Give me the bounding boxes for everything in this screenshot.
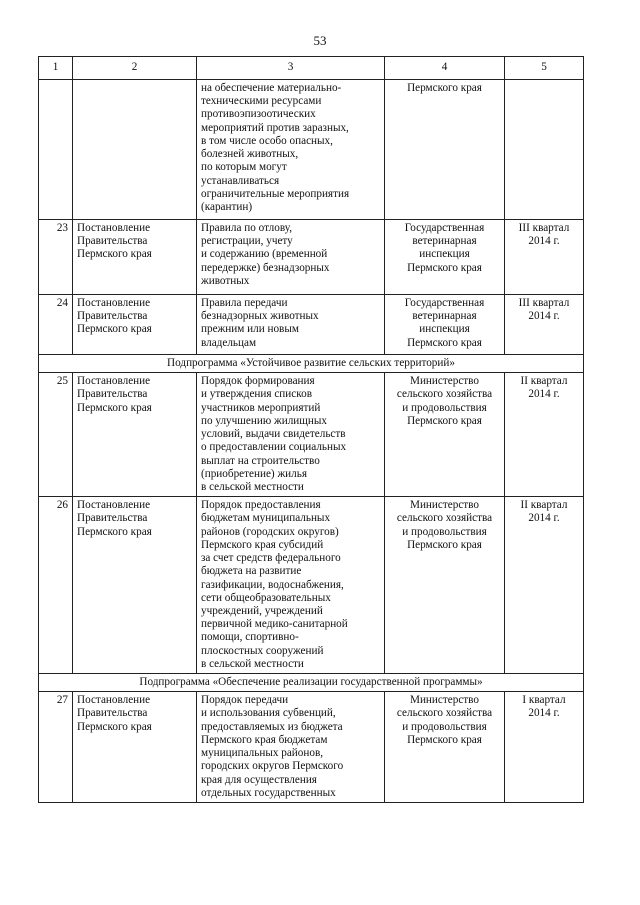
description-line: болезней животных, (201, 148, 299, 161)
deadline-line: 2014 г. (528, 388, 560, 401)
deadline-line: III квартал (518, 222, 570, 234)
executor-cell (385, 497, 505, 674)
executor-line: инспекция (419, 248, 470, 261)
table-row (39, 692, 584, 803)
description-cell (197, 692, 385, 803)
table-row (39, 373, 584, 497)
description-cell (197, 497, 385, 674)
column-header-2: 2 (73, 57, 197, 80)
deadline-cell (505, 80, 584, 220)
table-row (39, 295, 584, 355)
executor-line: Пермского края (407, 261, 482, 274)
description-cell (197, 80, 385, 220)
description-line: (приобретение) жилья (201, 467, 308, 480)
executor-cell (385, 80, 505, 220)
description-line: городских округов Пермского (201, 760, 344, 773)
executor-line: Пермского края (407, 414, 482, 427)
act-cell (73, 220, 197, 295)
measures-table (38, 56, 584, 803)
executor-line: сельского хозяйства (396, 388, 493, 401)
act-line: Правительства (77, 310, 148, 323)
act-cell (73, 692, 197, 803)
description-line: устанавливаться (201, 174, 280, 187)
description-line: предоставляемых из бюджета (201, 720, 343, 733)
column-number-row (39, 57, 584, 80)
description-line: в сельской местности (201, 657, 304, 670)
deadline-line: 2014 г. (528, 512, 560, 525)
act-line: Правительства (77, 707, 148, 720)
table-row (39, 497, 584, 674)
description-cell (197, 295, 385, 355)
deadline-line: 2014 г. (528, 310, 560, 323)
executor-line: Пермского края (407, 82, 482, 94)
act-line: Пермского края (77, 248, 152, 261)
act-line: Пермского края (77, 323, 152, 336)
description-line: на обеспечение материально- (201, 82, 342, 94)
description-line: Пермского края бюджетам (201, 733, 328, 746)
description-line: по которым могут (201, 161, 287, 174)
executor-line: сельского хозяйства (396, 707, 493, 720)
description-line: газификации, водоснабжения, (201, 578, 344, 591)
deadline-line: 2014 г. (528, 707, 560, 720)
act-cell (73, 295, 197, 355)
description-line: плоскостных сооружений (201, 644, 324, 657)
description-line: края для осуществления (201, 773, 317, 786)
executor-line: Министерство (410, 499, 479, 512)
act-line: Постановление (77, 297, 151, 309)
act-line: Пермского края (77, 720, 152, 733)
page-number: 53 (313, 33, 327, 48)
executor-line: сельского хозяйства (396, 512, 493, 525)
num-cell: 27 (39, 692, 73, 803)
description-line: и утверждения списков (201, 388, 312, 401)
executor-line: Министерство (410, 694, 479, 707)
continuation-row (39, 80, 584, 220)
description-line: о предоставлении социальных (201, 441, 347, 454)
deadline-line: 2014 г. (528, 235, 560, 248)
column-header-4: 4 (385, 57, 505, 80)
description-line: владельцам (201, 336, 257, 349)
executor-line: ветеринарная (412, 235, 477, 248)
description-line: Порядок формирования (201, 375, 315, 388)
description-line: муниципальных районов, (201, 747, 324, 760)
description-line: по улучшению жилищных (201, 414, 327, 427)
table-body (39, 80, 584, 803)
description-line: передержке) безнадзорных (201, 261, 330, 274)
num-cell: 26 (39, 497, 73, 674)
executor-cell (385, 373, 505, 497)
description-line: регистрации, учету (201, 235, 293, 248)
description-line: помощи, спортивно- (201, 631, 299, 644)
table-row (39, 220, 584, 295)
description-line: животных (201, 274, 250, 287)
deadline-line: II квартал (520, 499, 568, 512)
description-line: участников мероприятий (201, 401, 321, 414)
act-line: Правительства (77, 388, 148, 401)
description-line: Пермского края субсидий (201, 538, 324, 551)
description-line: (карантин) (201, 200, 253, 213)
deadline-cell (505, 692, 584, 803)
description-line: учреждений, учреждений (201, 604, 323, 617)
deadline-cell (505, 373, 584, 497)
act-line: Правительства (77, 512, 148, 525)
executor-line: Министерство (410, 375, 479, 388)
column-header-1: 1 (39, 57, 73, 80)
description-line: техническими ресурсами (201, 95, 322, 108)
description-line: в том числе особо опасных, (201, 134, 333, 147)
num-cell (39, 80, 73, 220)
description-line: Порядок предоставления (201, 499, 321, 512)
executor-line: Пермского края (407, 336, 482, 349)
section-row (39, 355, 584, 373)
description-line: районов (городских округов) (201, 525, 339, 538)
description-line: противоэпизоотических (201, 108, 316, 121)
executor-line: и продовольствия (402, 525, 487, 538)
deadline-line: II квартал (520, 375, 568, 388)
act-line: Постановление (77, 694, 151, 707)
act-line: Постановление (77, 375, 151, 388)
description-line: ограничительные мероприятия (201, 187, 350, 200)
description-line: мероприятий против заразных, (201, 121, 349, 134)
deadline-cell (505, 497, 584, 674)
column-header-5: 5 (505, 57, 584, 80)
description-cell (197, 220, 385, 295)
executor-line: Государственная (404, 222, 485, 234)
num-cell: 24 (39, 295, 73, 355)
executor-line: и продовольствия (402, 401, 487, 414)
num-cell: 25 (39, 373, 73, 497)
act-cell (73, 497, 197, 674)
description-line: выплат на строительство (201, 454, 320, 467)
description-line: и содержанию (временной (201, 248, 328, 261)
executor-line: и продовольствия (402, 720, 487, 733)
description-line: Правила передачи (201, 297, 288, 309)
column-header-3: 3 (197, 57, 385, 80)
act-line: Постановление (77, 222, 151, 234)
description-line: отдельных государственных (201, 786, 336, 799)
description-line: и использования субвенций, (201, 707, 336, 720)
act-line: Пермского края (77, 401, 152, 414)
description-line: условий, выдачи свидетельств (201, 428, 346, 441)
deadline-cell (505, 295, 584, 355)
executor-cell (385, 220, 505, 295)
act-cell (73, 80, 197, 220)
description-line: сети общеобразовательных (201, 591, 331, 604)
executor-line: Пермского края (407, 538, 482, 551)
description-line: безнадзорных животных (201, 310, 319, 323)
num-cell: 23 (39, 220, 73, 295)
section-title: Подпрограмма «Устойчивое развитие сельских территорий» (39, 355, 584, 373)
deadline-line: I квартал (522, 694, 566, 707)
act-line: Постановление (77, 499, 151, 512)
description-line: прежним или новым (201, 323, 299, 336)
executor-line: ветеринарная (412, 310, 477, 323)
executor-line: Государственная (404, 297, 485, 309)
executor-line: Пермского края (407, 733, 482, 746)
description-line: бюджета на развитие (201, 565, 302, 578)
act-cell (73, 373, 197, 497)
description-line: за счет средств федерального (201, 552, 341, 565)
section-row (39, 674, 584, 692)
description-cell (197, 373, 385, 497)
description-line: первичной медико-санитарной (201, 618, 348, 631)
act-line: Пермского края (77, 525, 152, 538)
description-line: Правила по отлову, (201, 222, 293, 234)
executor-cell (385, 295, 505, 355)
section-title: Подпрограмма «Обеспечение реализации государственной программы» (39, 674, 584, 692)
deadline-line: III квартал (518, 297, 570, 309)
deadline-cell (505, 220, 584, 295)
description-line: Порядок передачи (201, 694, 289, 707)
description-line: в сельской местности (201, 480, 304, 493)
description-line: бюджетам муниципальных (201, 512, 331, 525)
executor-cell (385, 692, 505, 803)
act-line: Правительства (77, 235, 148, 248)
executor-line: инспекция (419, 323, 470, 336)
